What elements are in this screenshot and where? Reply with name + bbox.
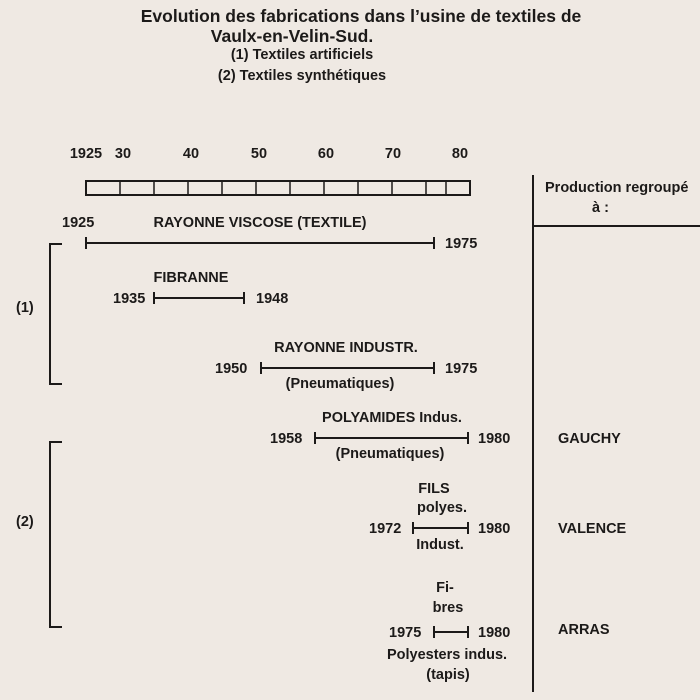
title-line-1: Evolution des fabrications dans l’usine de textiles de [140, 6, 582, 26]
scale-tick-label: 40 [182, 146, 200, 162]
product-end-year: 1975 [445, 236, 478, 252]
title-line-2: Vaulx-en-Velin-Sud. [210, 26, 374, 46]
product-end-year: 1948 [256, 291, 289, 307]
scale-tick-label: 1925 [69, 146, 103, 162]
scale-bar-divisions [120, 181, 446, 195]
product-note: (Pneumatiques) [285, 376, 395, 392]
product-name-line: FILS [418, 481, 450, 497]
product-name-line: Fi- [436, 580, 454, 596]
scale-tick-label: 80 [451, 146, 469, 162]
product-start-year: 1958 [270, 431, 303, 447]
scale-tick-label: 70 [384, 146, 402, 162]
scale-tick-label: 30 [114, 146, 132, 162]
group-bracket-artificial [50, 244, 62, 384]
product-end-year: 1975 [445, 361, 478, 377]
production-site: ARRAS [558, 622, 610, 638]
group-label-artificial: (1) [16, 300, 34, 316]
scale-tick-label: 50 [250, 146, 268, 162]
product-start-year: 1975 [389, 625, 422, 641]
scale-tick-label: 60 [317, 146, 335, 162]
product-name-line: Indust. [416, 537, 464, 553]
product-span-rayonne-viscose [86, 237, 434, 249]
product-name-line: bres [432, 600, 464, 616]
product-end-year: 1980 [478, 431, 511, 447]
product-name: FIBRANNE [153, 270, 229, 286]
product-end-year: 1980 [478, 521, 511, 537]
product-span-fils-polyes [413, 522, 468, 534]
product-name-line: Polyesters indus. [386, 647, 508, 663]
production-site: VALENCE [558, 521, 627, 537]
group-label-synthetic: (2) [16, 514, 34, 530]
product-span-fibranne [154, 292, 244, 304]
production-site: GAUCHY [558, 431, 621, 447]
product-name: RAYONNE VISCOSE (TEXTILE) [153, 215, 367, 231]
product-start-year: 1925 [62, 215, 95, 231]
product-start-year: 1972 [369, 521, 402, 537]
scale-bar [86, 181, 470, 195]
production-heading-line-1: Production regroupé [545, 180, 689, 196]
product-span-rayonne-industr [261, 362, 434, 374]
product-start-year: 1935 [113, 291, 146, 307]
product-name: RAYONNE INDUSTR. [274, 340, 418, 356]
legend-artificial: (1) Textiles artificiels [230, 47, 374, 63]
legend-synthetic: (2) Textiles synthétiques [217, 68, 387, 84]
product-name-line: (tapis) [426, 667, 470, 683]
product-start-year: 1950 [215, 361, 248, 377]
product-span-polyamides [315, 432, 468, 444]
production-heading-line-2: à : [592, 200, 609, 216]
product-span-fibres-polyesters [434, 626, 468, 638]
product-name: POLYAMIDES Indus. [322, 410, 462, 426]
product-note: (Pneumatiques) [335, 446, 445, 462]
group-bracket-synthetic [50, 442, 62, 627]
product-name-line: polyes. [417, 500, 467, 516]
product-end-year: 1980 [478, 625, 511, 641]
